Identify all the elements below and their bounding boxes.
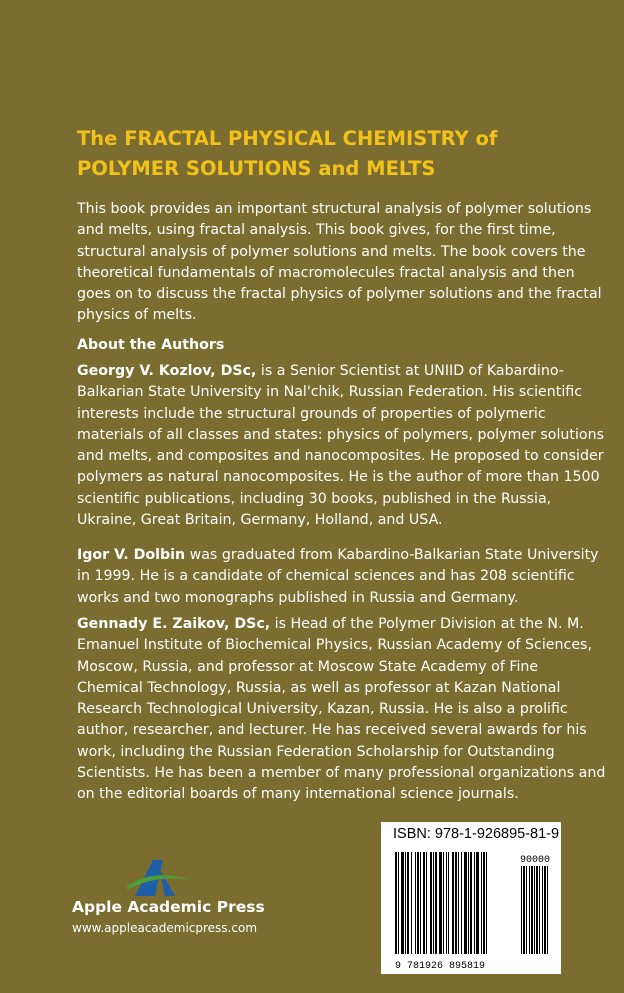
barcode-price-code: 90000: [520, 855, 551, 866]
author-bio-text: is a Senior Scientist at UNIID of Kabardino-Balkarian State University in Nal'chik, Russian Federation. His scientific interests include the structural grounds of properties of polymeric materials of all classes and states: physics of polymers, polymer solutions and melts, and composites and nanocomposites. He proposed to consider polymers as natural nanocomposites. He is the author of more than 1500 scientific publications, including 30 books, published in the Russia, Ukraine, Great Britain, Germany, Holland, and USA.: [77, 363, 604, 529]
author-bio-kozlov: [77, 361, 607, 531]
author-bio-dolbin: [77, 545, 607, 609]
author-bio-text: was graduated from Kabardino-Balkarian State University in 1999. He is a candidate of chemical sciences and has 208 scientific works and two monographs published in Russia and Germany.: [77, 547, 599, 606]
title-line-2: POLYMER SOLUTIONS and MELTS: [77, 157, 436, 180]
publisher-logo-icon: [125, 858, 195, 898]
book-description: This book provides an important structural analysis of polymer solutions and melts, using fractal analysis. This book gives, for the first time, structural analysis of polymer solutions and melts. The book covers the theoretical fundamentals of macromolecules fractal analysis and then goes on to discuss the fractal physics of polymer solutions and the fractal physics of melts.: [77, 201, 602, 324]
author-bio-text: is Head of the Polymer Division at the N. M. Emanuel Institute of Biochemical Physics, Russian Academy of Sciences, Moscow, Russia, and professor at Moscow State Academy of Fine Chemical Technology, Russia, as well as professor at Kazan National Research Technological University, Kazan, Russia. He is also a prolific author, researcher, and lecturer. He has received several awards for his work, including the Russian Federation Scholarship for Outstanding Scientists. He has been a member of many professional organizations and on the editorial boards of many international science journals.: [77, 616, 606, 803]
about-authors-heading: About the Authors: [77, 337, 225, 353]
author-bio-zaikov: [77, 614, 607, 806]
book-title: [77, 124, 597, 184]
barcode-digits: 9 781926 895819: [395, 961, 486, 972]
isbn-label: ISBN: 978-1-926895-81-9: [393, 826, 560, 842]
author-name: Igor V. Dolbin: [77, 547, 186, 563]
author-name: Gennady E. Zaikov, DSc,: [77, 616, 271, 632]
publisher-website: www.appleacademicpress.com: [72, 921, 258, 935]
isbn-barcode: [381, 822, 561, 974]
title-line-1: The FRACTAL PHYSICAL CHEMISTRY of: [77, 127, 498, 150]
barcode-graphic: [381, 822, 561, 974]
author-name: Georgy V. Kozlov, DSc,: [77, 363, 257, 379]
publisher-name: Apple Academic Press: [72, 898, 265, 916]
